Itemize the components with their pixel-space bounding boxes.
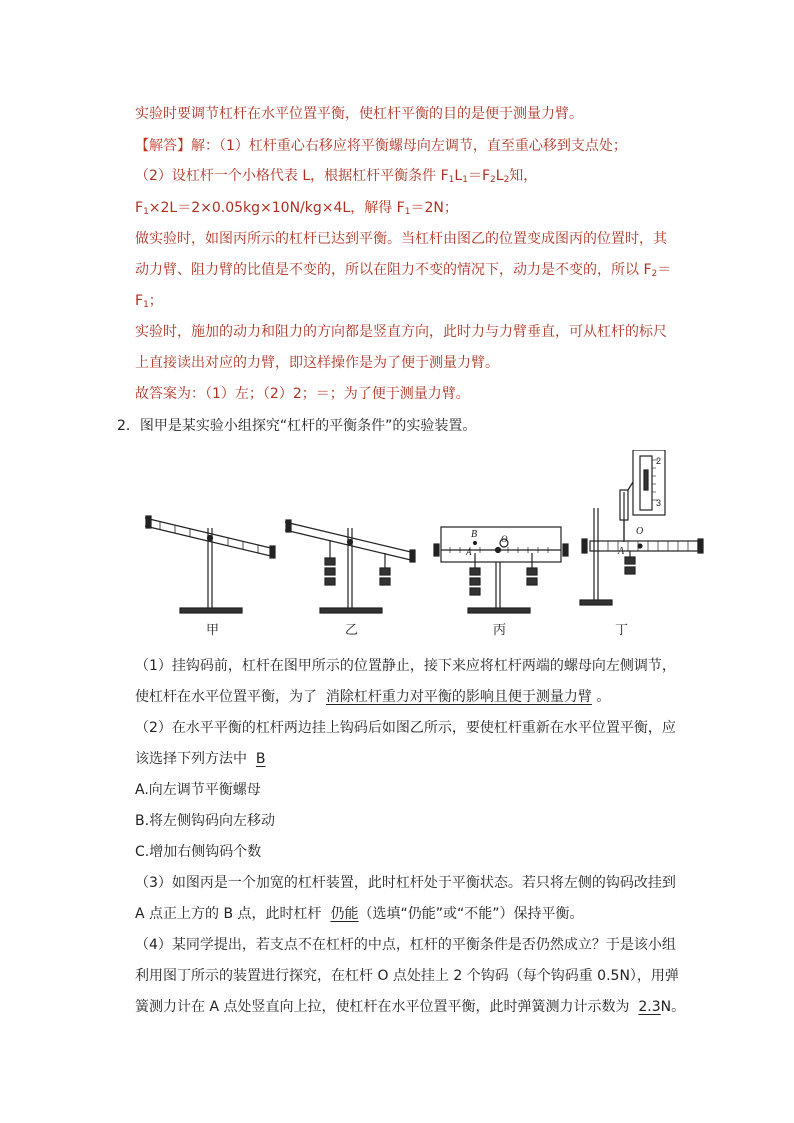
q4-line-2: 利用图丁所示的装置进行探究，在杠杆 O 点处挂上 2 个钩码（每个钩码重 0.5N），用弹 — [135, 968, 679, 984]
q2-line-2: 该选择下列方法中 B — [135, 751, 266, 767]
option-b: B.将左侧钩码向左移动 — [135, 813, 276, 829]
answer-line-9: 上直接读出对应的力臂，即这样操作是为了便于测量力臂。 — [135, 355, 499, 371]
caption-ding: 丁 — [615, 623, 629, 638]
setup-jia — [145, 516, 275, 613]
q3-line-1: （3）如图丙是一个加宽的杠杆装置，此时杠杆处于平衡状态。若只将左侧的钩码改挂到 — [135, 875, 676, 891]
label-A-bing: A — [466, 547, 472, 557]
answer-line-6: 动力臂、阻力臂的比值是不变的，所以在阻力不变的情况下，动力是不变的，所以 $F_2=$ — [135, 262, 672, 279]
question-2-stem: 2．图甲是某实验小组探究“杠杆的平衡条件”的实验装置。 — [117, 418, 477, 434]
answer-line-2-text: 解：（1）杠杆重心右移应将平衡螺母向左调节，直至重心移到支点处； — [191, 138, 627, 154]
label-O-bing: O — [501, 534, 508, 544]
q1-line-1: （1）挂钩码前，杠杆在图甲所示的位置静止，接下来应将杠杆两端的螺母向左侧调节， — [135, 658, 676, 674]
answer-line-7: $F_1$； — [135, 293, 163, 310]
q4-answer: 2.3 — [638, 999, 661, 1015]
answer-line-8: 实验时，施加的动力和阻力的方向都是竖直方向，此时力与力臂垂直，可从杠杆的标尺 — [135, 324, 667, 340]
q3-answer: 仍能 — [330, 906, 359, 922]
answer-line-2 — [135, 136, 627, 156]
q1-answer: 消除杠杆重力对平衡的影响且便于测量力臂 — [325, 689, 592, 705]
option-c: C.增加右侧钩码个数 — [135, 844, 262, 860]
lever-figure — [130, 450, 730, 640]
q1-line-2: 使杠杆在水平位置平衡，为了 消除杠杆重力对平衡的影响且便于测量力臂 。 — [135, 689, 611, 705]
q2-line-1: （2）在水平平衡的杠杆两边挂上钩码后如图乙所示，要使杠杆重新在水平位置平衡，应 — [135, 720, 676, 736]
option-a: A.向左调节平衡螺母 — [135, 782, 261, 798]
caption-bing: 丙 — [493, 623, 507, 638]
answer-line-10: 故答案为：（1）左；（2）2；＝；为了便于测量力臂。 — [135, 386, 470, 402]
answer-line-1: 实验时要调节杠杆在水平位置平衡，使杠杆平衡的目的是便于测量力臂。 — [135, 106, 583, 122]
answer-line-3: （2）设杠杆一个小格代表 L，根据杠杆平衡条件 $F_1L_1=F_2L_2$知， — [135, 168, 538, 185]
answer-tag: 【解答】 — [135, 138, 191, 154]
caption-yi: 乙 — [345, 623, 359, 638]
setup-yi — [285, 520, 415, 613]
q3-line-2: A 点正上方的 B 点，此时杠杆 仍能（选填“仍能”或“不能”）保持平衡。 — [135, 906, 584, 922]
q4-line-1: （4）某同学提出，若支点不在杠杆的中点，杠杆的平衡条件是否仍然成立？于是该小组 — [135, 937, 676, 953]
answer-line-4: $F_1\times 2L=2\times 0.05kg\times 10N/kg\times 4L$，解得 $F_1=2N$； — [135, 200, 458, 217]
answer-line-5: 做实验时，如图丙所示的杠杆已达到平衡。当杠杆由图乙的位置变成图丙的位置时，其 — [135, 231, 667, 247]
label-B-bing: B — [471, 529, 478, 540]
q4-line-3: 簧测力计在 A 点处竖直向上拉，使杠杆在水平位置平衡，此时弹簧测力计示数为 2.3N。 — [135, 999, 686, 1015]
label-O-ding: O — [636, 526, 644, 537]
caption-jia: 甲 — [206, 623, 220, 638]
scale-3: 3 — [656, 498, 662, 508]
scale-2: 2 — [656, 456, 662, 466]
q2-answer: B — [255, 751, 266, 767]
label-A-ding: A — [618, 546, 625, 557]
